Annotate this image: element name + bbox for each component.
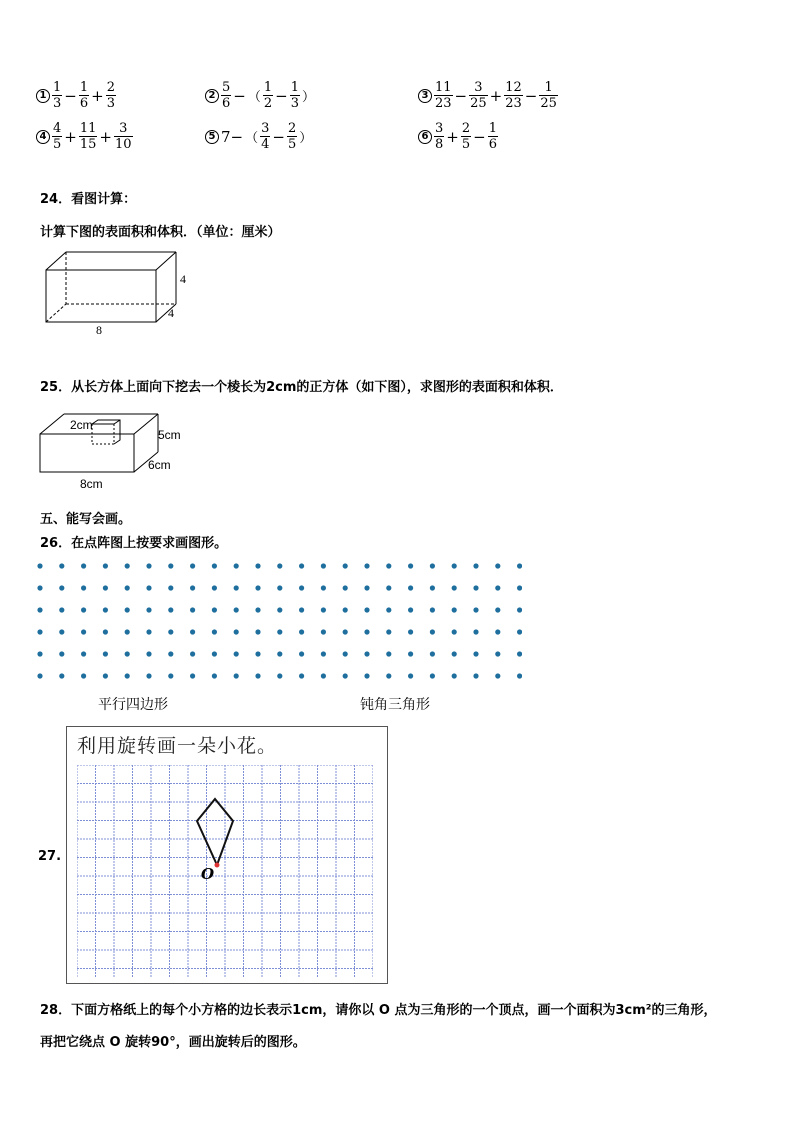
operator: − xyxy=(272,127,285,146)
denominator: 6 xyxy=(79,96,89,111)
grid-dot[interactable] xyxy=(59,673,64,678)
fraction xyxy=(52,80,62,111)
grid-dot[interactable] xyxy=(234,585,239,590)
numerator: 1 xyxy=(79,80,89,95)
numerator: 2 xyxy=(106,80,115,95)
grid-dot[interactable] xyxy=(255,607,260,612)
item-number-badge: 5 xyxy=(205,130,219,144)
grid-dot[interactable] xyxy=(364,629,369,634)
cuboid-length-label-25: 8cm xyxy=(80,477,103,491)
grid-dot[interactable] xyxy=(37,651,42,656)
denominator: 25 xyxy=(540,96,557,111)
cuboid-with-cube-diagram-25 xyxy=(36,410,166,476)
grid-dot[interactable] xyxy=(37,563,42,568)
grid-dot[interactable] xyxy=(255,651,260,656)
grid-dot[interactable] xyxy=(452,585,457,590)
operator: + xyxy=(99,127,112,146)
grid-dot[interactable] xyxy=(81,651,86,656)
grid-dot[interactable] xyxy=(473,585,478,590)
grid-dot[interactable] xyxy=(386,607,391,612)
grid-dot[interactable] xyxy=(190,585,195,590)
grid-dot[interactable] xyxy=(495,585,500,590)
grid-dot[interactable] xyxy=(386,651,391,656)
fraction xyxy=(539,80,558,111)
item-number-badge: 3 xyxy=(418,89,432,103)
numerator: 1 xyxy=(263,80,273,95)
grid-dot[interactable] xyxy=(103,585,108,590)
fraction xyxy=(434,121,444,152)
fraction xyxy=(287,121,297,152)
grid-dot[interactable] xyxy=(190,651,195,656)
fraction xyxy=(260,121,270,152)
denominator: 5 xyxy=(53,137,62,152)
grid-dot[interactable] xyxy=(59,585,64,590)
grid-dot[interactable] xyxy=(234,651,239,656)
grid-dot[interactable] xyxy=(212,563,217,568)
grid-dot[interactable] xyxy=(146,673,151,678)
kite-petal-shape xyxy=(197,799,233,865)
numerator: 1 xyxy=(53,80,62,95)
parenthesis: （ xyxy=(247,90,261,105)
grid-dot[interactable] xyxy=(321,607,326,612)
expression-4 xyxy=(36,121,134,152)
problem-25-title: 25．从长方体上面向下挖去一个棱长为2cm的正方体（如下图），求图形的表面积和体积． xyxy=(40,380,563,395)
grid-dot[interactable] xyxy=(452,673,457,678)
grid-dot[interactable] xyxy=(517,585,522,590)
fraction xyxy=(434,80,453,111)
grid-dot[interactable] xyxy=(430,629,435,634)
grid-dot[interactable] xyxy=(81,585,86,590)
grid-dot[interactable] xyxy=(321,563,326,568)
item-number-badge: 2 xyxy=(205,89,219,103)
grid-dot[interactable] xyxy=(430,651,435,656)
grid-dot[interactable] xyxy=(168,629,173,634)
denominator: 8 xyxy=(435,137,444,152)
grid-dot[interactable] xyxy=(364,651,369,656)
denominator: 5 xyxy=(288,137,297,152)
grid-dot[interactable] xyxy=(234,673,239,678)
section-5-heading: 五、能写会画。 xyxy=(40,512,132,527)
denominator: 15 xyxy=(79,137,97,152)
cuboid-length-label: 8 xyxy=(96,323,102,337)
numerator: 2 xyxy=(288,121,297,136)
operator: + xyxy=(64,127,77,146)
grid-dot[interactable] xyxy=(430,585,435,590)
grid-dot[interactable] xyxy=(277,651,282,656)
grid-dot[interactable] xyxy=(364,585,369,590)
cuboid-depth-label: 4 xyxy=(168,306,174,320)
grid-dot[interactable] xyxy=(125,651,130,656)
problem-28-line-1: 28．下面方格纸上的每个小方格的边长表示1cm，请你以 O 点为三角形的一个顶点，画一个面积为3cm²的三角形， xyxy=(40,1003,717,1018)
grid-dot[interactable] xyxy=(234,629,239,634)
fraction xyxy=(79,80,89,111)
grid-dot[interactable] xyxy=(255,563,260,568)
grid-dot[interactable] xyxy=(59,629,64,634)
grid-dot[interactable] xyxy=(168,563,173,568)
grid-dot[interactable] xyxy=(37,585,42,590)
grid-dot[interactable] xyxy=(473,563,478,568)
parenthesis: ） xyxy=(299,131,313,146)
operator: − xyxy=(233,86,246,105)
grid-dot[interactable] xyxy=(125,585,130,590)
denominator: 23 xyxy=(505,96,522,111)
fraction xyxy=(461,121,471,152)
grid-dot[interactable] xyxy=(190,563,195,568)
grid-dot[interactable] xyxy=(146,607,151,612)
grid-dot[interactable] xyxy=(125,607,130,612)
grid-dot[interactable] xyxy=(430,673,435,678)
operator: − xyxy=(473,127,486,146)
grid-dot[interactable] xyxy=(473,607,478,612)
cube-edge-label: 2cm xyxy=(70,418,93,432)
grid-dot[interactable] xyxy=(430,563,435,568)
denominator: 3 xyxy=(106,96,115,111)
grid-dot[interactable] xyxy=(59,607,64,612)
grid-dot[interactable] xyxy=(473,651,478,656)
grid-dot[interactable] xyxy=(364,673,369,678)
problem-24-title: 24．看图计算： xyxy=(40,192,137,207)
grid-dot[interactable] xyxy=(321,585,326,590)
grid-dot[interactable] xyxy=(452,607,457,612)
fraction xyxy=(79,121,98,152)
grid-dot[interactable] xyxy=(495,673,500,678)
fraction xyxy=(263,80,273,111)
grid-dot[interactable] xyxy=(430,607,435,612)
grid-dot[interactable] xyxy=(81,673,86,678)
grid-dot[interactable] xyxy=(103,629,108,634)
item-number-badge: 4 xyxy=(36,130,50,144)
grid-dot[interactable] xyxy=(299,629,304,634)
operator: − xyxy=(524,86,538,105)
grid-dot[interactable] xyxy=(212,673,217,678)
grid-dot[interactable] xyxy=(386,673,391,678)
grid-dot[interactable] xyxy=(146,563,151,568)
grid-dot[interactable] xyxy=(299,585,304,590)
grid-dot[interactable] xyxy=(517,607,522,612)
grid-dot[interactable] xyxy=(81,607,86,612)
grid-dot[interactable] xyxy=(37,629,42,634)
grid-dot[interactable] xyxy=(146,651,151,656)
grid-dot[interactable] xyxy=(190,673,195,678)
fraction xyxy=(290,80,300,111)
grid-dot[interactable] xyxy=(321,673,326,678)
numerator: 11 xyxy=(435,80,452,95)
grid-dot[interactable] xyxy=(234,563,239,568)
grid-dot[interactable] xyxy=(212,585,217,590)
grid-dot[interactable] xyxy=(517,563,522,568)
grid-dot[interactable] xyxy=(473,629,478,634)
cuboid-height-label: 4 xyxy=(180,272,186,286)
grid-dot[interactable] xyxy=(299,673,304,678)
grid-dot[interactable] xyxy=(146,629,151,634)
grid-dot[interactable] xyxy=(168,651,173,656)
item-number-badge: 6 xyxy=(418,130,432,144)
denominator: 2 xyxy=(263,96,273,111)
operator: + xyxy=(489,86,503,105)
grid-dot[interactable] xyxy=(343,629,348,634)
grid-dot[interactable] xyxy=(386,585,391,590)
grid-dot[interactable] xyxy=(81,629,86,634)
grid-dot[interactable] xyxy=(168,673,173,678)
grid-dot[interactable] xyxy=(408,585,413,590)
grid-dot[interactable] xyxy=(343,651,348,656)
fraction xyxy=(504,80,523,111)
grid-dot[interactable] xyxy=(495,629,500,634)
numerator: 3 xyxy=(261,121,270,136)
grid-dot[interactable] xyxy=(190,629,195,634)
grid-dot[interactable] xyxy=(37,673,42,678)
grid-dot[interactable] xyxy=(299,607,304,612)
grid-dot[interactable] xyxy=(103,563,108,568)
grid-dot[interactable] xyxy=(125,563,130,568)
grid-dot[interactable] xyxy=(452,629,457,634)
numerator: 3 xyxy=(435,121,444,136)
denominator: 6 xyxy=(222,96,231,111)
operator: − xyxy=(275,86,288,105)
grid-dot[interactable] xyxy=(168,607,173,612)
grid-dot[interactable] xyxy=(408,563,413,568)
rotation-panel xyxy=(66,726,388,984)
fraction xyxy=(469,80,488,111)
parenthesis: （ xyxy=(245,131,259,146)
grid-dot[interactable] xyxy=(495,651,500,656)
denominator: 25 xyxy=(470,96,487,111)
grid-dot[interactable] xyxy=(81,563,86,568)
dot-grid[interactable] xyxy=(32,558,522,684)
grid-dot[interactable] xyxy=(408,629,413,634)
grid-dot[interactable] xyxy=(168,585,173,590)
fraction xyxy=(221,80,231,111)
grid-dot[interactable] xyxy=(37,607,42,612)
fraction xyxy=(106,80,116,111)
grid-dot[interactable] xyxy=(212,607,217,612)
grid-dot[interactable] xyxy=(452,563,457,568)
grid-dot[interactable] xyxy=(495,607,500,612)
grid-dot[interactable] xyxy=(517,673,522,678)
grid-dot[interactable] xyxy=(277,673,282,678)
operator: 7− xyxy=(221,127,244,146)
grid-dot[interactable] xyxy=(408,651,413,656)
expression-3 xyxy=(418,80,559,111)
grid-dot[interactable] xyxy=(255,629,260,634)
rotation-center-point xyxy=(215,863,220,868)
rotation-panel-title: 利用旋转画一朵小花。 xyxy=(77,735,278,757)
operator: + xyxy=(446,127,459,146)
problem-28-line-2: 再把它绕点 O 旋转90°，画出旋转后的图形。 xyxy=(40,1035,306,1050)
grid-dot[interactable] xyxy=(103,607,108,612)
problem-27-number: 27. xyxy=(38,849,62,864)
numerator: 3 xyxy=(119,121,128,136)
grid-dot[interactable] xyxy=(234,607,239,612)
grid-dot[interactable] xyxy=(212,651,217,656)
cuboid-diagram-24 xyxy=(38,248,198,340)
caption-parallelogram: 平行四边形 xyxy=(98,697,168,713)
grid-dot[interactable] xyxy=(299,563,304,568)
grid-dot[interactable] xyxy=(277,563,282,568)
grid-dot[interactable] xyxy=(473,673,478,678)
grid-dot[interactable] xyxy=(125,673,130,678)
grid-dot[interactable] xyxy=(364,563,369,568)
grid-dot[interactable] xyxy=(255,585,260,590)
numerator: 1 xyxy=(544,80,553,95)
cuboid-depth-label-25: 6cm xyxy=(148,458,171,472)
grid-dot[interactable] xyxy=(386,563,391,568)
grid-dot[interactable] xyxy=(321,629,326,634)
numerator: 3 xyxy=(474,80,483,95)
rotation-center-label: O xyxy=(201,865,215,883)
grid-dot[interactable] xyxy=(190,607,195,612)
denominator: 6 xyxy=(488,137,497,152)
grid-dot[interactable] xyxy=(495,563,500,568)
grid-dot[interactable] xyxy=(103,673,108,678)
grid-dot[interactable] xyxy=(212,629,217,634)
grid-dot[interactable] xyxy=(408,607,413,612)
grid-dot[interactable] xyxy=(517,651,522,656)
numerator: 5 xyxy=(222,80,231,95)
numerator: 11 xyxy=(79,121,97,136)
rotation-grid[interactable] xyxy=(77,765,373,977)
numerator: 1 xyxy=(488,121,497,136)
grid-dot[interactable] xyxy=(343,607,348,612)
grid-dot[interactable] xyxy=(408,673,413,678)
grid-dot[interactable] xyxy=(343,563,348,568)
parenthesis: ） xyxy=(302,90,316,105)
grid-dot[interactable] xyxy=(125,629,130,634)
grid-dot[interactable] xyxy=(321,651,326,656)
grid-dot[interactable] xyxy=(343,585,348,590)
grid-dot[interactable] xyxy=(452,651,457,656)
grid-dot[interactable] xyxy=(255,673,260,678)
operator: − xyxy=(64,86,77,105)
grid-dot[interactable] xyxy=(146,585,151,590)
expression-2 xyxy=(205,80,316,111)
expression-1 xyxy=(36,80,117,111)
denominator: 3 xyxy=(290,96,300,111)
denominator: 5 xyxy=(461,137,471,152)
grid-dot[interactable] xyxy=(277,607,282,612)
grid-dot[interactable] xyxy=(277,629,282,634)
grid-dot[interactable] xyxy=(59,651,64,656)
expression-5 xyxy=(205,121,313,152)
grid-dot[interactable] xyxy=(364,607,369,612)
cuboid-height-label-25: 5cm xyxy=(158,428,181,442)
numerator: 4 xyxy=(53,121,62,136)
numerator: 1 xyxy=(290,80,300,95)
item-number-badge: 1 xyxy=(36,89,50,103)
numerator: 12 xyxy=(505,80,522,95)
grid-dot[interactable] xyxy=(59,563,64,568)
denominator: 3 xyxy=(53,96,62,111)
operator: + xyxy=(91,86,104,105)
problem-26-title: 26．在点阵图上按要求画图形。 xyxy=(40,536,228,551)
numerator: 2 xyxy=(461,121,471,136)
fraction xyxy=(52,121,62,152)
grid-dot[interactable] xyxy=(517,629,522,634)
caption-obtuse-triangle: 钝角三角形 xyxy=(360,697,430,713)
problem-24-subtitle: 计算下图的表面积和体积．（单位：厘米） xyxy=(40,225,281,240)
fraction xyxy=(488,121,498,152)
grid-dot[interactable] xyxy=(386,629,391,634)
grid-dot[interactable] xyxy=(343,673,348,678)
fraction xyxy=(114,121,133,152)
grid-dot[interactable] xyxy=(277,585,282,590)
grid-dot[interactable] xyxy=(103,651,108,656)
denominator: 4 xyxy=(261,137,270,152)
denominator: 10 xyxy=(114,137,132,152)
operator: − xyxy=(454,86,468,105)
grid-dot[interactable] xyxy=(299,651,304,656)
denominator: 23 xyxy=(435,96,452,111)
expression-6 xyxy=(418,121,499,152)
